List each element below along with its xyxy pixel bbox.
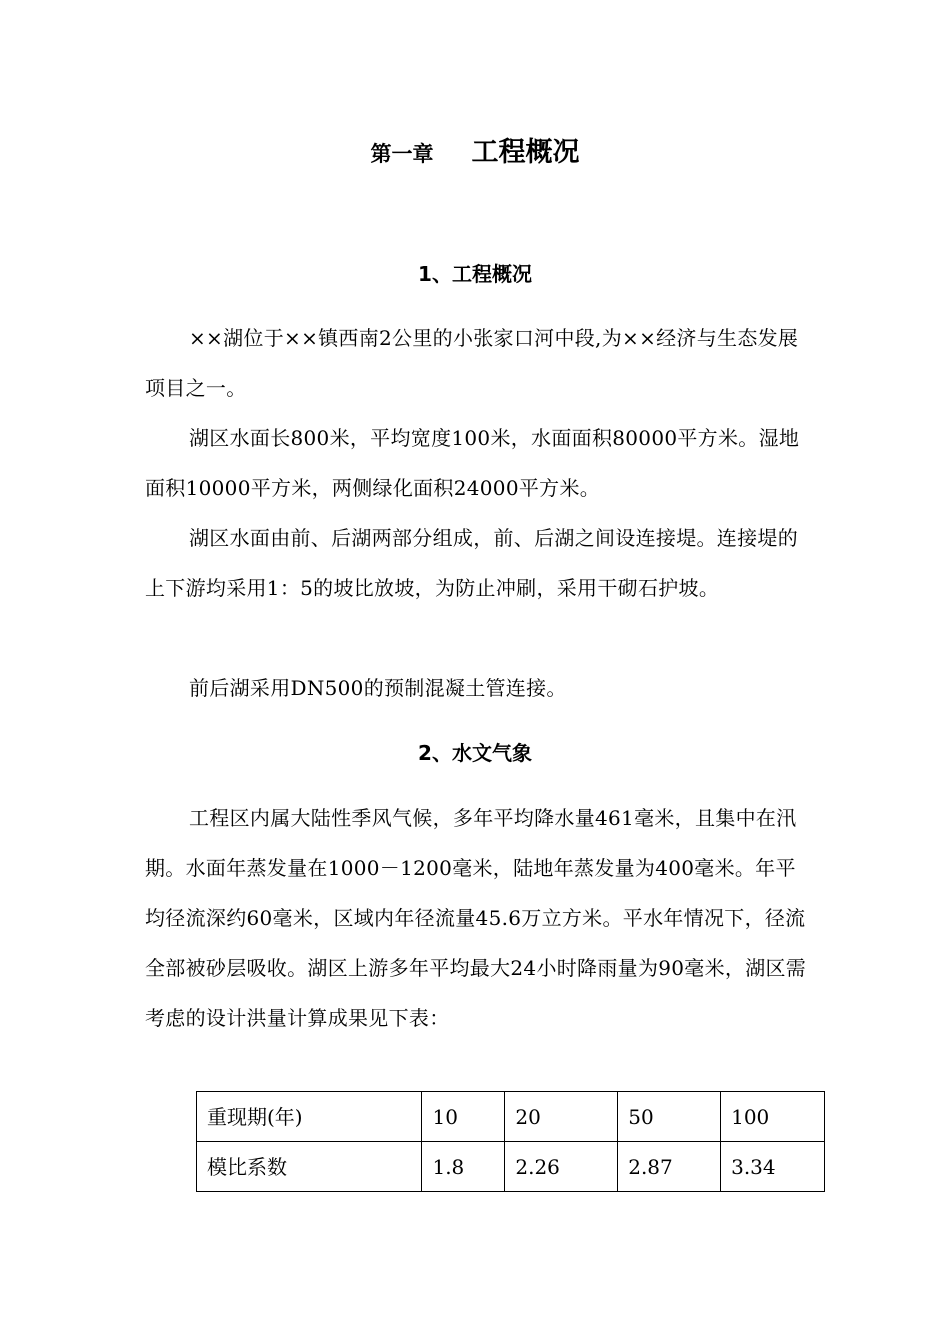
table-cell: 20 — [505, 1092, 618, 1142]
paragraph: 工程区内属大陆性季风气候，多年平均降水量461毫米，且集中在汛期。水面年蒸发量在1000－1200毫米，陆地年蒸发量为400毫米。年平均径流深约60毫米，区域内年径流量45.6万立方米。平水年情况下，径流全部被砂层吸收。湖区上游多年平均最大24小时降雨量为90毫米，湖区需考虑的设计洪量计算成果见下表： — [145, 806, 807, 1030]
table-cell: 重现期(年) — [197, 1092, 422, 1142]
paragraph: 前后湖采用DN500的预制混凝土管连接。 — [189, 676, 567, 700]
table-cell: 100 — [721, 1092, 825, 1142]
table-cell: 10 — [422, 1092, 505, 1142]
paragraph: 湖区水面长800米，平均宽度100米，水面面积80000平方米。湿地面积10000平方米，两侧绿化面积24000平方米。 — [145, 426, 800, 500]
chapter-number: 第一章 — [370, 142, 434, 166]
table-cell: 3.34 — [721, 1142, 825, 1192]
section-heading-2: 2、水文气象 — [418, 741, 532, 765]
section-heading-1: 1、工程概况 — [418, 262, 532, 286]
table-cell: 模比系数 — [197, 1142, 422, 1192]
table-cell: 2.26 — [505, 1142, 618, 1192]
table-row — [197, 1092, 825, 1142]
paragraph: 湖区水面由前、后湖两部分组成，前、后湖之间设连接堤。连接堤的上下游均采用1：5的坡比放坡，为防止冲刷，采用干砌石护坡。 — [145, 526, 798, 600]
chapter-title — [0, 133, 950, 176]
table-cell: 2.87 — [618, 1142, 721, 1192]
table-cell: 1.8 — [422, 1142, 505, 1192]
chapter-name: 工程概况 — [471, 137, 580, 168]
table-row — [197, 1142, 825, 1192]
paragraph: ××湖位于××镇西南2公里的小张家口河中段,为××经济与生态发展项目之一。 — [145, 326, 799, 400]
table-cell: 50 — [618, 1092, 721, 1142]
flood-calculation-table — [196, 1091, 825, 1192]
